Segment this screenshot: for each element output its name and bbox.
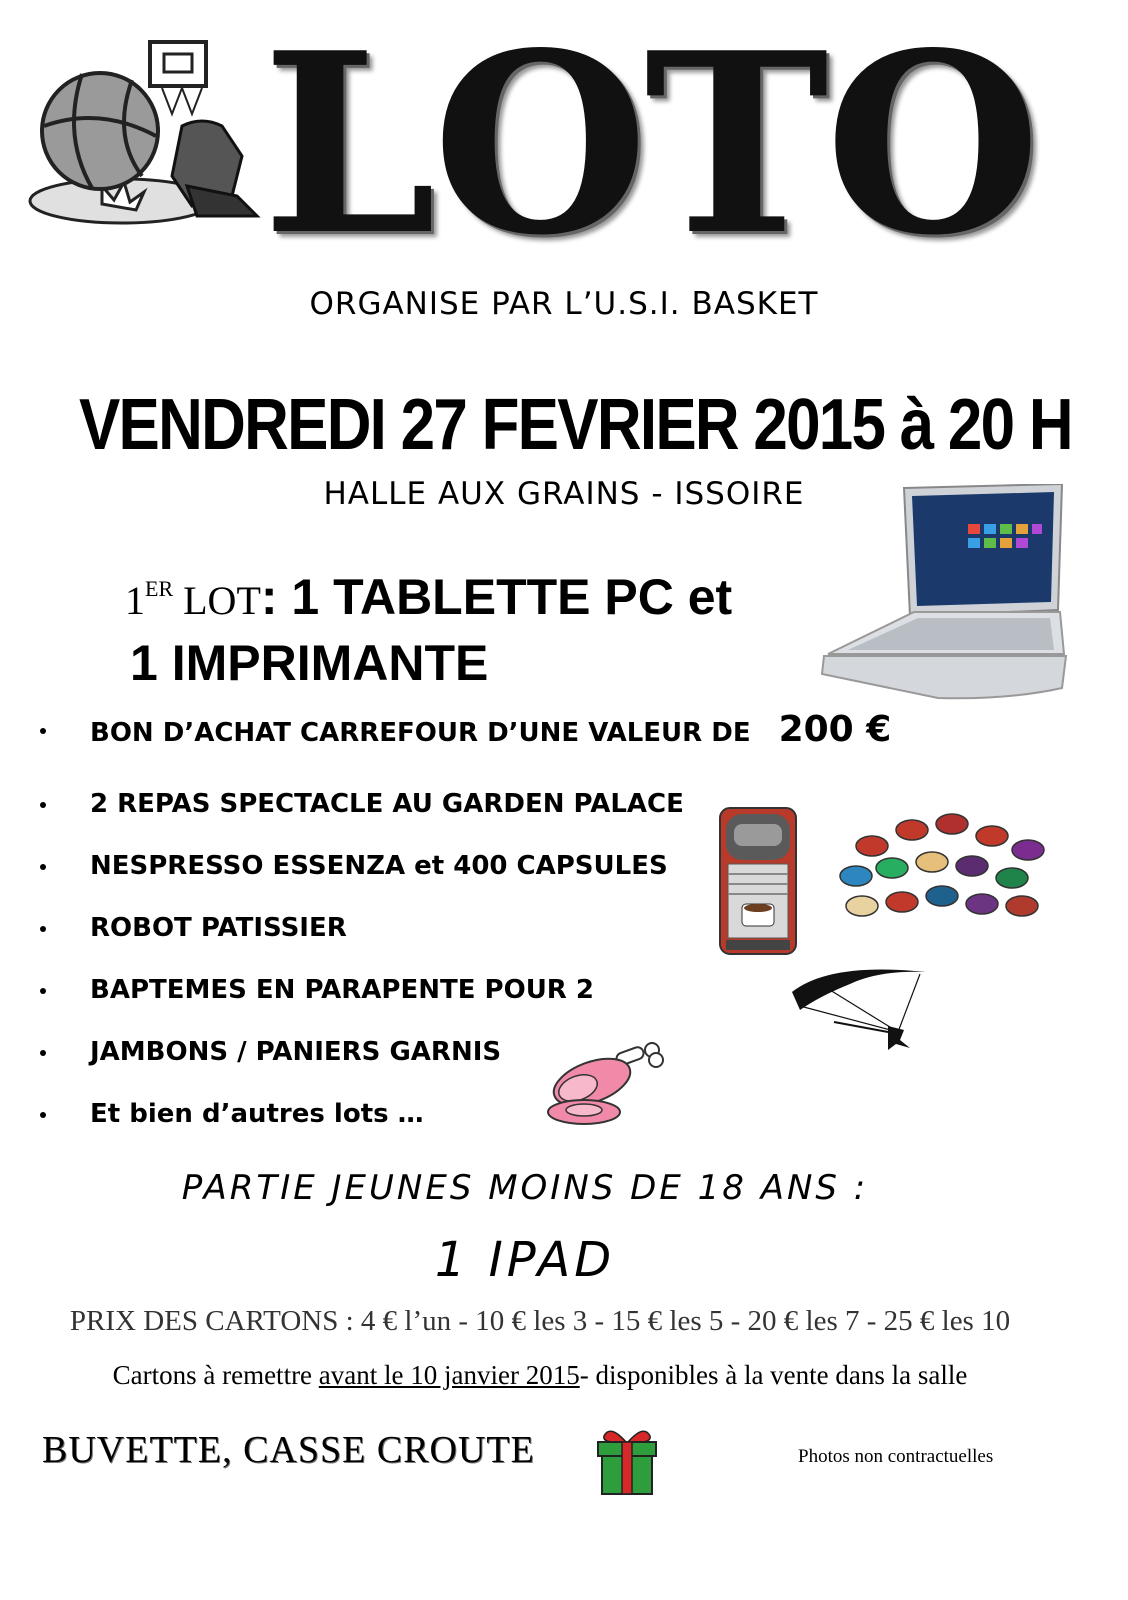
paraglider-icon	[790, 962, 932, 1054]
list-item	[40, 1094, 800, 1156]
gift-box-icon	[592, 1422, 662, 1498]
nespresso-machine-icon	[712, 804, 804, 958]
tablet-pc-icon	[818, 484, 1068, 702]
prize-amount: 200 €	[778, 709, 892, 750]
first-lot-sup: ER	[145, 576, 174, 601]
list-item	[40, 1032, 800, 1094]
first-lot-number: 1	[125, 578, 145, 623]
prize-text: BAPTEMES EN PARAPENTE POUR 2	[90, 975, 594, 1005]
buvette-line: BUVETTE, CASSE CROUTE	[42, 1429, 535, 1471]
first-lot-label	[125, 578, 261, 623]
first-lot-line2: 1 IMPRIMANTE	[130, 635, 489, 691]
youth-prize: 1 IPAD	[434, 1232, 616, 1288]
prize-text: JAMBONS / PANIERS GARNIS	[90, 1037, 502, 1067]
bullet-icon	[40, 864, 46, 870]
event-venue: HALLE AUX GRAINS - ISSOIRE	[323, 476, 805, 512]
first-lot-word: LOT	[173, 578, 261, 623]
list-item	[40, 784, 800, 846]
bullet-icon	[40, 728, 46, 734]
prize-text: ROBOT PATISSIER	[90, 913, 347, 943]
basketball-player-icon	[22, 36, 282, 226]
prize-text: BON D’ACHAT CARREFOUR D’UNE VALEUR DE	[90, 718, 751, 748]
carton-note-deadline: avant le 10 janvier 2015	[318, 1360, 580, 1390]
prize-text: Et bien d’autres lots …	[90, 1099, 424, 1129]
youth-heading: PARTIE JEUNES MOINS DE 18 ANS :	[181, 1168, 869, 1208]
prize-list	[40, 709, 892, 1156]
photos-disclaimer: Photos non contractuelles	[798, 1446, 994, 1467]
coffee-capsules-icon	[832, 806, 1052, 928]
list-item	[40, 846, 800, 908]
bullet-icon	[40, 1050, 46, 1056]
prize-text: NESPRESSO ESSENZA et 400 CAPSULES	[90, 851, 668, 881]
bullet-icon	[40, 988, 46, 994]
carton-note	[0, 1360, 1080, 1391]
list-item	[40, 709, 892, 772]
list-item	[40, 908, 800, 970]
ham-icon	[540, 1040, 670, 1130]
carton-prices: PRIX DES CARTONS : 4 € l’un - 10 € les 3 - 15 € les 5 - 20 € les 7 - 25 € les 10	[69, 1305, 1011, 1337]
organizer-line: ORGANISE PAR L’U.S.I. BASKET	[309, 286, 819, 322]
bullet-icon	[40, 802, 46, 808]
list-item	[40, 970, 800, 1032]
event-date: VENDREDI 27 FEVRIER 2015 à 20 H	[78, 385, 1072, 465]
poster-title: LOTO	[262, 0, 1037, 290]
first-lot-line1	[125, 568, 732, 626]
carton-note-after: - disponibles à la vente dans la salle	[579, 1360, 968, 1390]
first-lot-text: : 1 TABLETTE PC et	[260, 569, 733, 625]
prize-text: 2 REPAS SPECTACLE AU GARDEN PALACE	[90, 789, 684, 819]
bullet-icon	[40, 1112, 46, 1118]
bullet-icon	[40, 926, 46, 932]
carton-note-before: Cartons à remettre	[112, 1360, 319, 1390]
